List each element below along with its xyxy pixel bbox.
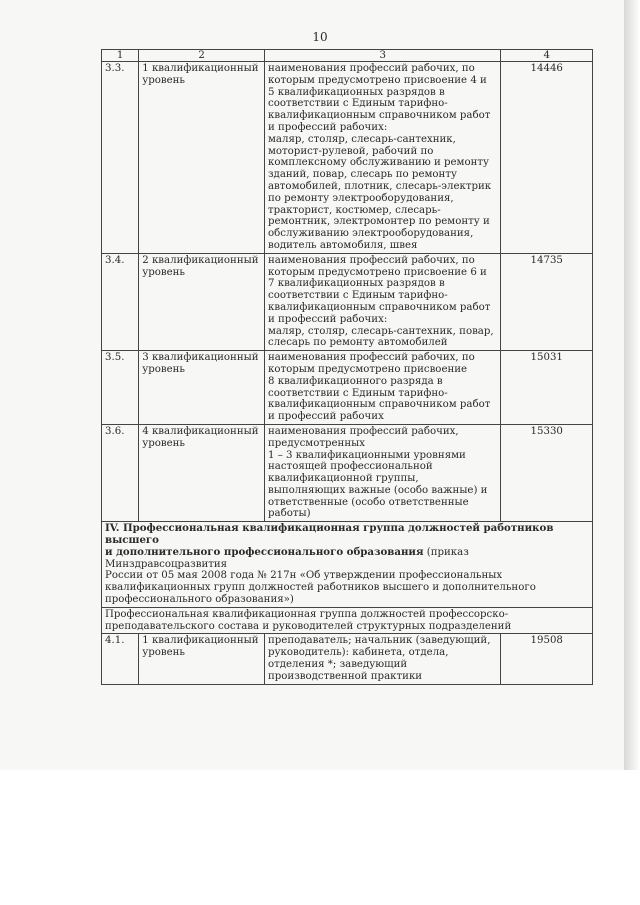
section-heading-row (102, 522, 593, 608)
row-salary: 14735 (501, 253, 593, 350)
column-header-1: 1 (102, 50, 139, 62)
column-header-2: 2 (139, 50, 265, 62)
page-number: 10 (312, 30, 328, 44)
section-title: IV. Профессиональная квалификационная группа должностей работников высшего и дополнительного профессионального образования (105, 522, 554, 558)
row-salary: 15031 (501, 351, 593, 425)
column-header-3: 3 (264, 50, 500, 62)
table-header-row (102, 50, 593, 62)
row-description: наименования профессий рабочих, по которым предусмотрено присвоение 8 квалификационного разряда в соответствии с Единым тарифно- квалификационным справочником работ и профессий рабочих (264, 351, 500, 425)
column-header-4: 4 (501, 50, 593, 62)
row-level: 2 квалификационный уровень (139, 253, 265, 350)
table-row (102, 634, 593, 684)
row-description: наименования профессий рабочих, по которым предусмотрено присвоение 4 и 5 квалификационных разрядов в соответствии с Единым тарифно- квалификационным справочником работ и профессий рабочих: маляр, столяр, слесарь-сантехник, моторист-рулевой, рабочий по комплексному обслуживанию и ремонту зданий, повар, слесарь по ремонту автомобилей, плотник, слесарь-электрик по ремонту электрооборудования, тракторист, костюмер, слесарь- ремонтник, электромонтер по ремонту и обслуживанию электрооборудования, водитель автомобиля, швея (264, 62, 500, 254)
section-heading (102, 522, 593, 608)
row-level: 1 квалификационный уровень (139, 634, 265, 684)
row-code: 4.1. (102, 634, 139, 684)
table-row (102, 351, 593, 425)
salary-table (101, 49, 593, 685)
row-code: 3.6. (102, 424, 139, 521)
row-salary: 15330 (501, 424, 593, 521)
subgroup-heading: Профессиональная квалификационная группа должностей профессорско- преподавательского состава и руководителей структурных подразделений (102, 607, 593, 634)
row-code: 3.3. (102, 62, 139, 254)
row-salary: 19508 (501, 634, 593, 684)
row-code: 3.4. (102, 253, 139, 350)
row-level: 4 квалификационный уровень (139, 424, 265, 521)
subgroup-row (102, 607, 593, 634)
page-edge-shadow (624, 0, 640, 770)
table-row (102, 253, 593, 350)
row-description: преподаватель; начальник (заведующий, руководитель): кабинета, отдела, отделения *; заведующий производственной практики (264, 634, 500, 684)
table-row (102, 62, 593, 254)
row-level: 3 квалификационный уровень (139, 351, 265, 425)
row-level: 1 квалификационный уровень (139, 62, 265, 254)
row-description: наименования профессий рабочих, по которым предусмотрено присвоение 6 и 7 квалификационных разрядов в соответствии с Единым тарифно- квалификационным справочником работ и профессий рабочих: маляр, столяр, слесарь-сантехник, повар, слесарь по ремонту автомобилей (264, 253, 500, 350)
section-order-reference: (приказ Минздравсоцразвития России от 05 мая 2008 года № 217н «Об утверждении профессиональных квалификационных групп должностей работников высшего и дополнительного профессионального образования») (105, 546, 536, 606)
table-row (102, 424, 593, 521)
row-description: наименования профессий рабочих, предусмотренных 1 – 3 квалификационными уровнями настоящей профессиональной квалификационной группы, выполняющих важные (особо важные) и ответственные (особо ответственные работы) (264, 424, 500, 521)
row-code: 3.5. (102, 351, 139, 425)
row-salary: 14446 (501, 62, 593, 254)
